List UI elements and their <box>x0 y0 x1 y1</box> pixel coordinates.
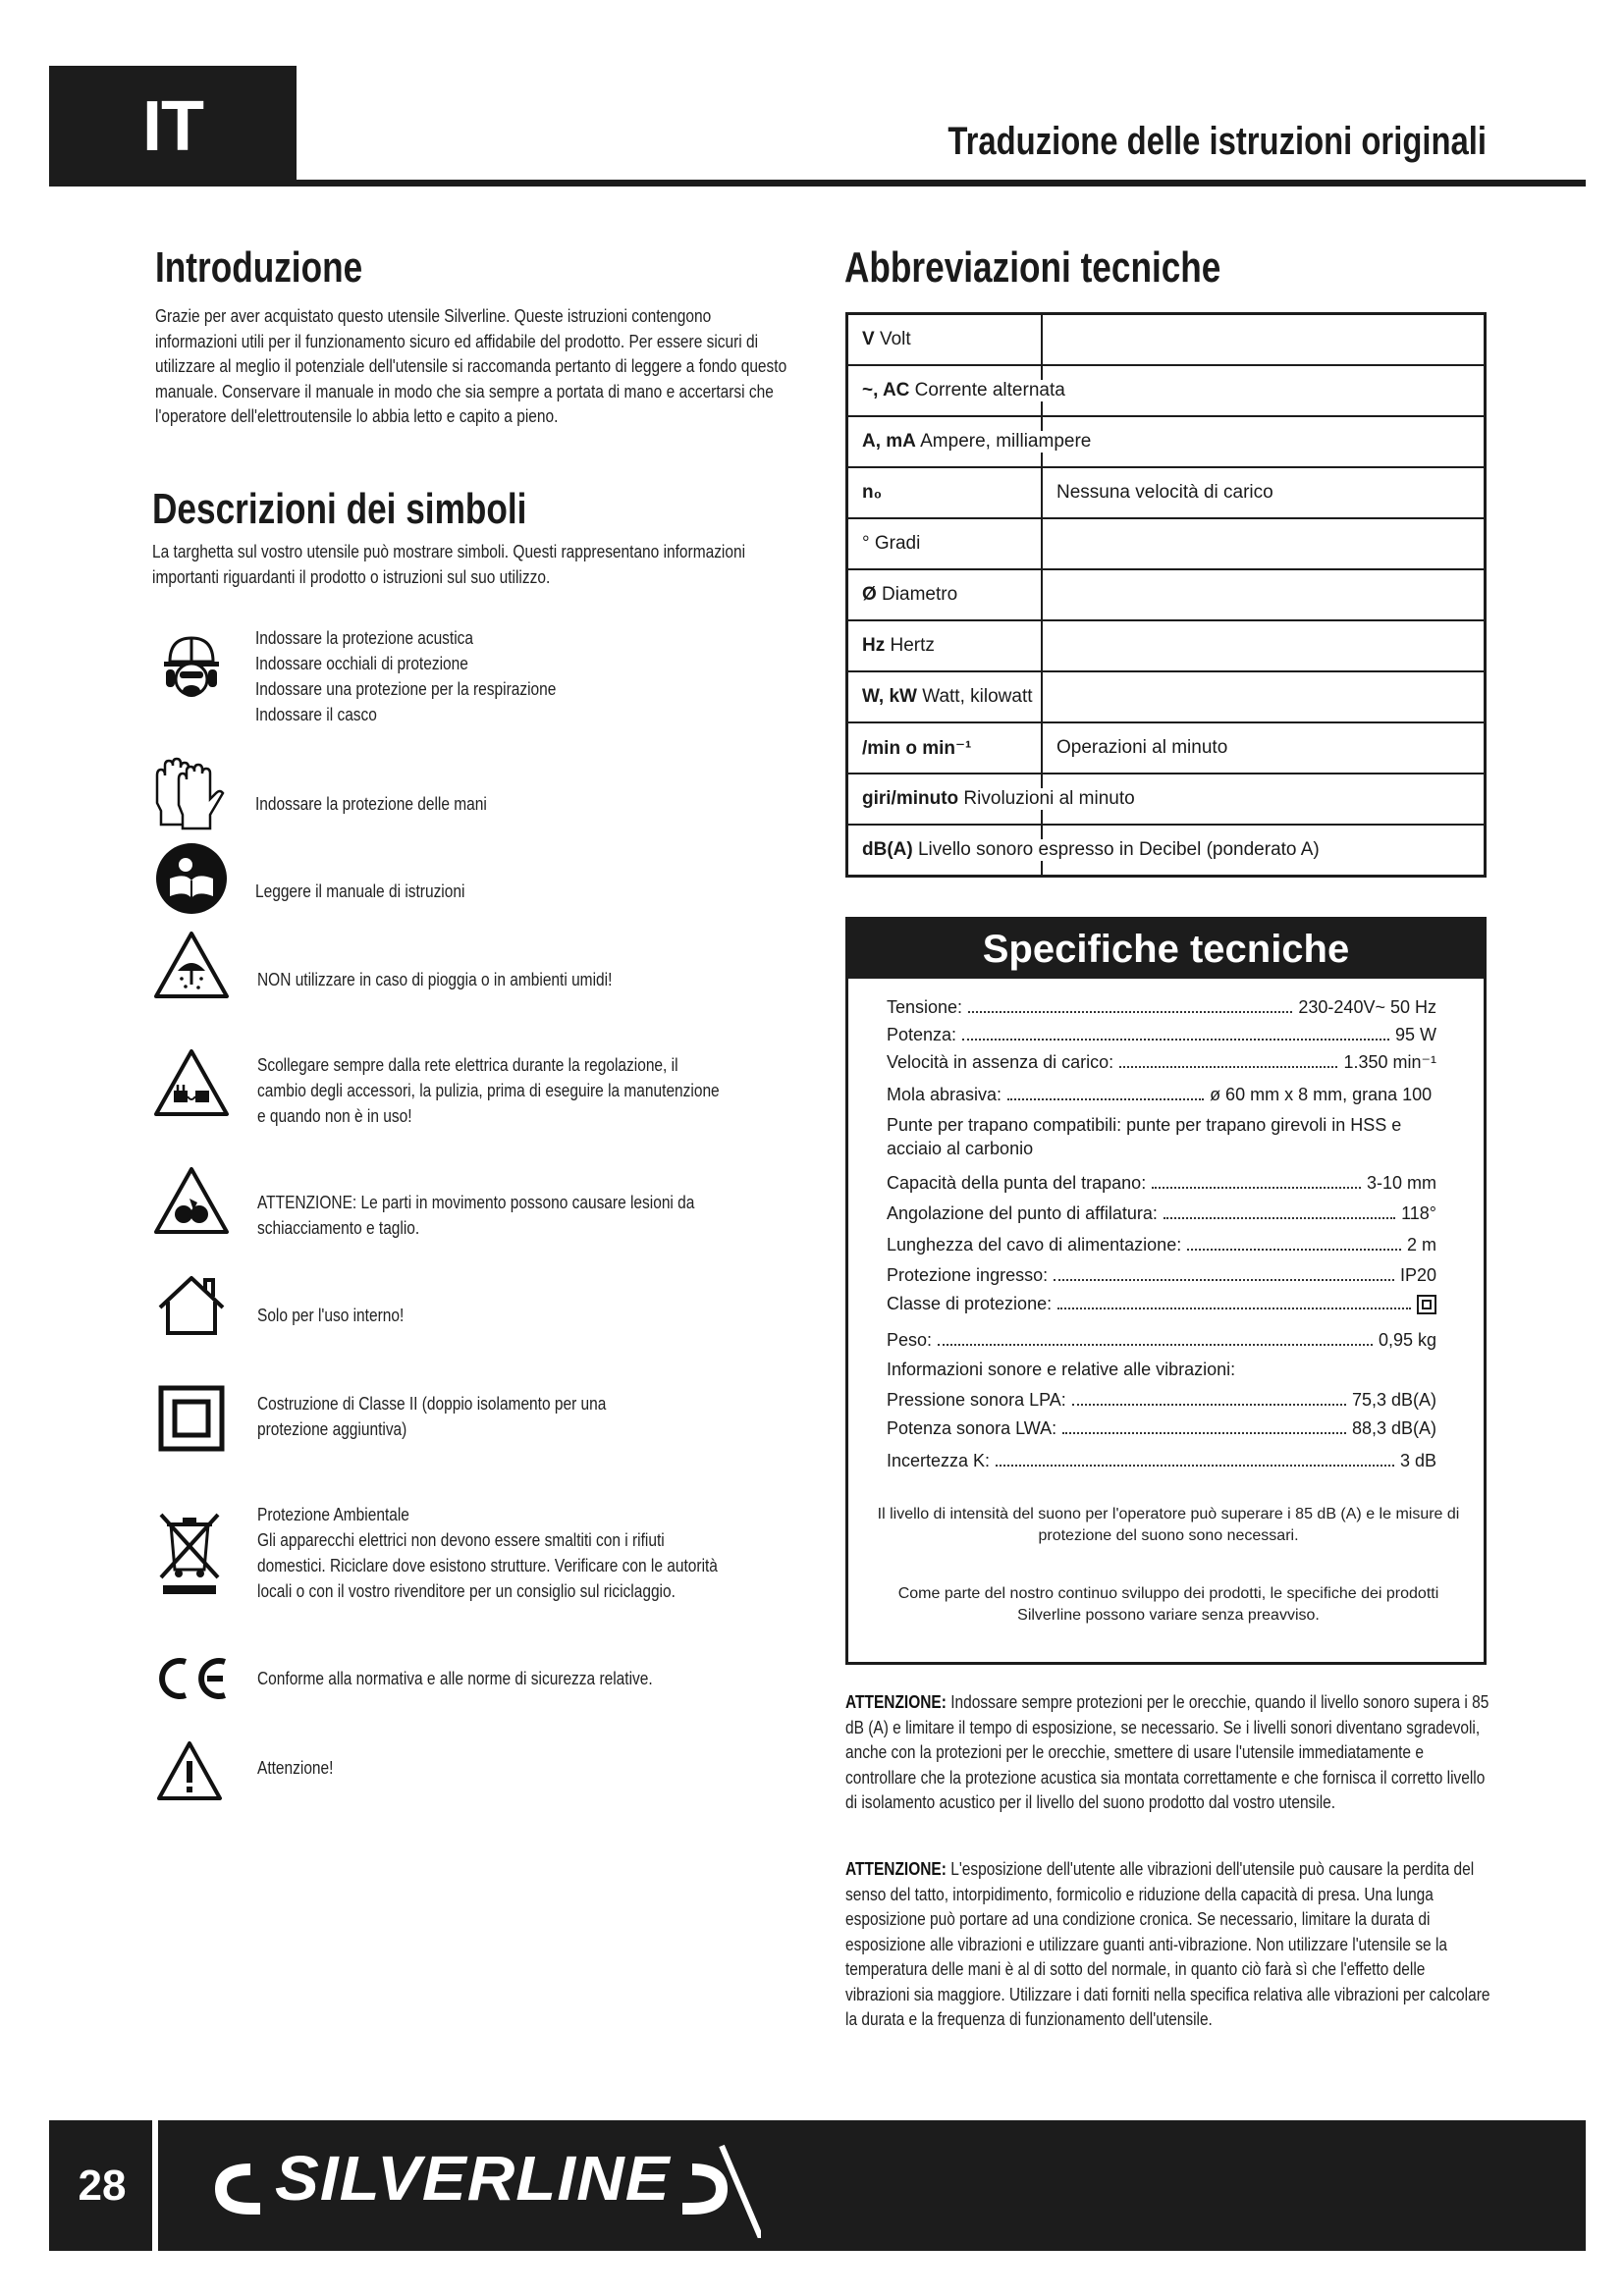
spec-value: 118° <box>1401 1203 1436 1223</box>
abbr-row <box>848 417 1484 468</box>
symbol-desc-unplug <box>257 1052 827 1129</box>
spec-value: 0,95 kg <box>1378 1330 1436 1350</box>
abbr-code: n₀ <box>862 482 883 503</box>
warning-label: ATTENZIONE: <box>845 1859 947 1879</box>
spec-label: Peso: <box>887 1330 933 1350</box>
spec-value: 95 W <box>1394 1025 1436 1044</box>
symbol-desc-manual <box>255 879 825 904</box>
ppe-head-icon <box>152 628 231 712</box>
spec-value: 1.350 min⁻¹ <box>1343 1052 1436 1072</box>
spec-label: Mola abrasiva: <box>887 1085 1002 1104</box>
symbol-line: Indossare occhiali di protezione <box>255 654 468 673</box>
spec-value: 2 m <box>1406 1235 1436 1255</box>
warning-label: ATTENZIONE: <box>845 1692 947 1712</box>
abbr-text: Volt <box>874 329 911 349</box>
spec-cavo <box>887 1235 1436 1255</box>
abbr-row <box>848 519 1484 570</box>
warning-text: L'esposizione dell'utente alle vibrazioni dell'utensile può causare la perdita del senso del tatto, intorpidimento, formicolio e riduzione della capacità di presa. Una lunga esposizione può portare ad una condizione cronica. Se necessario, limitare la durata di esposizione alle vibrazioni e utilizzare guanti anti-vibrazione. Non utilizzare l'utensile se la temperatura delle mani è al di sotto del normale, in quanto ciò farà sì che l'effetto delle vibrazioni sia maggiore. Utilizzare i dati forniti nella specifica relativa alle vibrazioni per calcolare la durata e la frequenza di funzionamento dell'utensile. <box>845 1859 1490 2029</box>
abbr-text: Diametro <box>876 584 958 605</box>
symbol-line: cambio degli accessori, la pulizia, prima di eseguire la manutenzione <box>257 1081 720 1100</box>
symbol-line: Scollegare sempre dalla rete elettrica durante la regolazione, il <box>257 1055 678 1075</box>
gloves-icon <box>147 756 226 839</box>
warning-noise <box>845 1690 1493 1816</box>
spec-note-noise: Il livello di intensità del suono per l'operatore può superare i 85 dB (A) e le misure di protezione del suono sono necessari. <box>877 1506 1460 1544</box>
page-header-title: Traduzione delle istruzioni originali <box>947 120 1487 163</box>
symbol-line: Conforme alla normativa e alle norme di sicurezza relative. <box>257 1669 653 1688</box>
abbr-row <box>848 826 1484 875</box>
weee-bin-icon <box>155 1507 224 1600</box>
abbr-row <box>848 672 1484 723</box>
spec-sound-heading: Informazioni sonore e relative alle vibrazioni: <box>887 1360 1236 1379</box>
symbol-desc-caution <box>257 1755 827 1781</box>
symbol-desc-class-ii <box>257 1391 827 1442</box>
read-manual-icon <box>152 839 231 923</box>
abbr-text: ° Gradi <box>862 533 921 554</box>
abbr-row <box>848 315 1484 366</box>
specifications-heading: Specifiche tecniche <box>982 928 1350 971</box>
spec-value: 75,3 dB(A) <box>1351 1390 1436 1410</box>
symbol-line: domestici. Riciclare dove esistono strutture. Verificare con le autorità <box>257 1556 718 1575</box>
class-ii-icon <box>155 1382 234 1466</box>
spec-label: Velocità in assenza di carico: <box>887 1052 1114 1072</box>
symbols-intro <box>152 540 790 590</box>
header-rule <box>49 180 1586 187</box>
symbol-desc-moving-parts <box>257 1190 827 1241</box>
abbreviations-heading: Abbreviazioni tecniche <box>844 243 1221 292</box>
symbol-line: Solo per l'uso interno! <box>257 1306 405 1325</box>
abbr-row <box>848 570 1484 621</box>
symbol-line: Costruzione di Classe II (doppio isolamento per una <box>257 1394 607 1414</box>
spec-potenza-sonora <box>887 1418 1436 1439</box>
symbols-intro-text: La targhetta sul vostro utensile può mostrare simboli. Questi rappresentano informazioni importanti riguardanti il prodotto o istruzioni sul suo utilizzo. <box>152 542 746 587</box>
abbr-code: dB(A) <box>862 839 913 860</box>
abbr-row <box>848 468 1484 519</box>
symbol-line: e quando non è in uso! <box>257 1106 412 1126</box>
symbol-desc-ppe <box>255 625 825 727</box>
symbol-line: Indossare una protezione per la respirazione <box>255 679 557 699</box>
warning-text: Indossare sempre protezioni per le orecchie, quando il livello sonoro supera i 85 dB (A) e limitare il tempo di esposizione, se necessario. Se i livelli sonori diventano sgradevoli, anche con la protezioni per le orecchie, smettere di usare l'utensile immediatamente e controllare che la protezione acustica sia montata correttamente e che fornisca il corretto livello di isolamento acustico per il livello del suono prodotto dal vostro utensile. <box>845 1692 1489 1812</box>
spec-classe <box>887 1294 1436 1314</box>
abbr-row <box>848 723 1484 774</box>
abbr-text: Hertz <box>885 635 935 656</box>
symbol-line: Attenzione! <box>257 1758 334 1778</box>
spec-capacita <box>887 1173 1436 1194</box>
spec-value: IP20 <box>1399 1265 1436 1285</box>
symbol-line: locali o con il vostro rivenditore per un consiglio sul riciclaggio. <box>257 1581 676 1601</box>
spec-label: Classe di protezione: <box>887 1294 1053 1313</box>
spec-value: 3-10 mm <box>1366 1173 1436 1193</box>
spec-label: Lunghezza del cavo di alimentazione: <box>887 1235 1182 1255</box>
class-ii-icon <box>1417 1295 1436 1314</box>
symbol-desc-rain <box>257 967 827 992</box>
spec-value: 230-240V~ 50 Hz <box>1298 997 1436 1017</box>
symbols-heading: Descrizioni dei simboli <box>152 485 527 533</box>
spec-potenza <box>887 1025 1436 1045</box>
symbol-desc-indoor <box>257 1303 827 1328</box>
symbol-line: Leggere il manuale di istruzioni <box>255 881 465 901</box>
page-number: 28 <box>78 2162 127 2210</box>
abbr-code: Ø <box>862 584 877 605</box>
symbol-line: schiacciamento e taglio. <box>257 1218 420 1238</box>
brand-name: SILVERLINE <box>275 2143 671 2214</box>
abbr-code: giri/minuto <box>862 788 959 809</box>
spec-tensione <box>887 997 1436 1018</box>
spec-punte: Punte per trapano compatibili: punte per trapano girevoli in HSS e acciaio al carbonio <box>887 1115 1402 1158</box>
symbol-desc-weee <box>257 1502 827 1604</box>
spec-value: ø 60 mm x 8 mm, grana 100 <box>1210 1085 1433 1104</box>
abbr-code: Hz <box>862 635 886 656</box>
spec-label: Pressione sonora LPA: <box>887 1390 1066 1410</box>
indoor-use-icon <box>152 1266 231 1350</box>
abbr-code: ~, AC <box>862 380 910 400</box>
abbr-row <box>848 366 1484 417</box>
language-code: IT <box>142 87 203 166</box>
intro-heading: Introduzione <box>155 243 363 292</box>
symbol-line: Protezione Ambientale <box>257 1505 409 1524</box>
spec-mola <box>887 1085 1436 1105</box>
symbol-desc-gloves <box>255 791 825 817</box>
abbr-row <box>848 774 1484 826</box>
spec-value: 88,3 dB(A) <box>1351 1418 1436 1438</box>
spec-label: Angolazione del punto di affilatura: <box>887 1203 1158 1223</box>
spec-peso <box>887 1330 1436 1351</box>
ce-mark-icon <box>152 1654 231 1708</box>
intro-body <box>155 304 793 430</box>
symbol-line: NON utilizzare in caso di pioggia o in ambienti umidi! <box>257 970 613 989</box>
spec-ingresso <box>887 1265 1436 1286</box>
spec-label: Capacità della punta del trapano: <box>887 1173 1147 1193</box>
warning-vibration <box>845 1857 1493 2033</box>
spec-incertezza <box>887 1451 1436 1471</box>
spec-label: Incertezza K: <box>887 1451 991 1470</box>
spec-angolazione <box>887 1203 1436 1224</box>
abbreviations-table <box>845 312 1487 878</box>
spec-label: Potenza: <box>887 1025 957 1044</box>
moving-parts-warning-icon <box>152 1163 231 1247</box>
symbol-line: Gli apparecchi elettrici non devono essere smaltiti con i rifiuti <box>257 1530 665 1550</box>
symbol-line: protezione aggiuntiva) <box>257 1419 407 1439</box>
abbr-code: W, kW <box>862 686 917 707</box>
abbr-text: Corrente alternata <box>909 380 1065 400</box>
symbol-line: Indossare la protezione delle mani <box>255 794 487 814</box>
abbr-row <box>848 621 1484 672</box>
abbr-text: Rivoluzioni al minuto <box>958 788 1135 809</box>
symbol-line: ATTENZIONE: Le parti in movimento possono causare lesioni da <box>257 1193 695 1212</box>
abbr-code: V <box>862 329 875 349</box>
abbr-code: /min o min⁻¹ <box>862 738 972 759</box>
rain-warning-icon <box>152 928 231 1011</box>
spec-label: Potenza sonora LWA: <box>887 1418 1057 1438</box>
abbr-desc: Nessuna velocità di carico <box>1056 482 1273 503</box>
spec-velocita <box>887 1052 1436 1073</box>
spec-label: Tensione: <box>887 997 963 1017</box>
symbol-line: Indossare il casco <box>255 705 377 724</box>
spec-value: 3 dB <box>1399 1451 1436 1470</box>
abbr-desc: Operazioni al minuto <box>1056 737 1228 758</box>
spec-note-changes: Come parte del nostro continuo sviluppo dei prodotti, le specifiche dei prodotti Silverline possono variare senza preavviso. <box>897 1585 1439 1624</box>
spec-pressione <box>887 1390 1436 1411</box>
abbr-text: Ampere, milliampere <box>915 431 1092 452</box>
symbol-line: Indossare la protezione acustica <box>255 628 474 648</box>
abbr-text: Watt, kilowatt <box>916 686 1033 707</box>
intro-text: Grazie per aver acquistato questo utensile Silverline. Queste istruzioni contengono informazioni utili per il funzionamento sicuro ed affidabile del prodotto. Per essere sicuri di utilizzare al meglio il potenziale dell'utensile si raccomanda pertanto di leggere a fondo questo manuale. Conservare il manuale in modo che sia sempre a portata di mano e accertarsi che l'operatore dell'elettroutensile lo abbia letto e capito a pieno. <box>155 306 787 426</box>
caution-icon <box>155 1739 224 1807</box>
symbol-desc-ce <box>257 1666 827 1691</box>
footer-divider <box>152 2120 158 2251</box>
spec-label: Protezione ingresso: <box>887 1265 1049 1285</box>
abbr-text: Livello sonoro espresso in Decibel (ponderato A) <box>912 839 1320 860</box>
unplug-warning-icon <box>152 1045 231 1129</box>
abbr-code: A, mA <box>862 431 916 452</box>
